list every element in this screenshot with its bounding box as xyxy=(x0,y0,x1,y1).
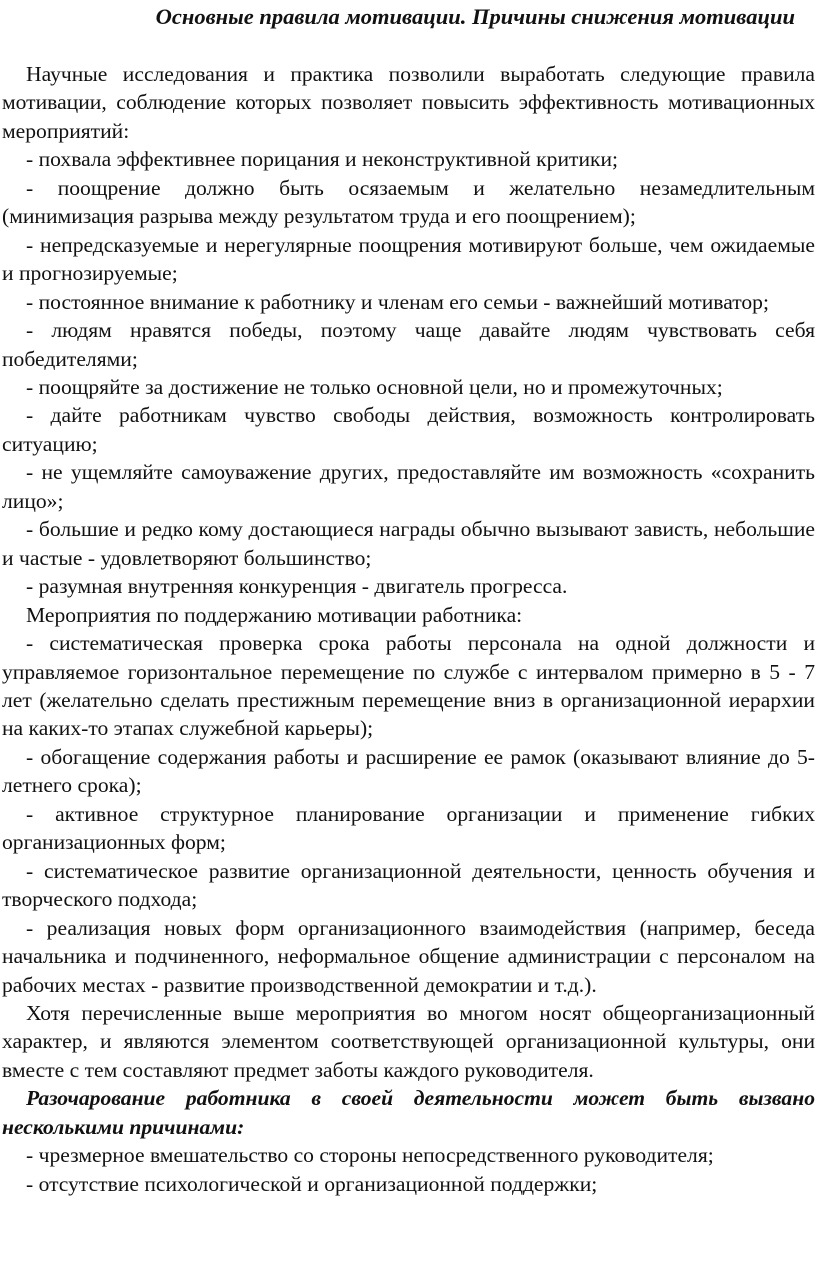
rule-intermediate-goals: - поощряйте за достижение не только основной цели, но и промежуточных; xyxy=(26,374,723,399)
rule-freedom-of-action: - дайте работникам чувство свободы действия, возможность контролировать ситуацию; xyxy=(2,403,815,456)
measure-organizational-development: - систематическое развитие организационной деятельности, ценность обучения и творческого подхода; xyxy=(2,858,815,912)
rule-praise: - похвала эффективнее порицания и неконструктивной критики; xyxy=(26,147,619,172)
measures-heading: Мероприятия по поддержанию мотивации работника: xyxy=(26,602,523,627)
summary-paragraph: Хотя перечисленные выше мероприятия во многом носят общеорганизационный характер, и являются элементом соответствующей организационной культуры, они вместе с тем составляют предмет заботы каждого руководителя. xyxy=(2,1000,815,1082)
rule-small-frequent-rewards: - большие и редко кому достающиеся награды обычно вызывают зависть, небольшие и частые - удовлетворяют большинство; xyxy=(2,517,815,570)
measure-job-enrichment: - обогащение содержания работы и расширение ее рамок (оказывают влияние до 5-летнего срока); xyxy=(2,744,815,798)
cause-lack-of-support: - отсутствие психологической и организационной поддержки; xyxy=(26,1171,598,1196)
rule-tangible-reward: - поощрение должно быть осязаемым и желательно незамедлительным (минимизация разрыва между результатом труда и его поощрением); xyxy=(2,175,815,229)
measure-new-interaction-forms: - реализация новых форм организационного взаимодействия (например, беседа начальника и подчиненного, неформальное общение администрации с персоналом на рабочих местах - развитие производственной демократии и т.д.). xyxy=(2,915,815,997)
document-title: Основные правила мотивации. Причины снижения мотивации xyxy=(155,4,795,29)
rule-competition: - разумная внутренняя конкуренция - двигатель прогресса. xyxy=(26,574,568,599)
measure-structural-planning: - активное структурное планирование организации и применение гибких организационных форм; xyxy=(2,801,815,855)
cause-interference: - чрезмерное вмешательство со стороны непосредственного руководителя; xyxy=(26,1143,714,1168)
intro-paragraph: Научные исследования и практика позволили выработать следующие правила мотивации, соблюдение которых позволяет повысить эффективность мотивационных мероприятий: xyxy=(2,62,815,143)
rule-attention-to-family: - постоянное внимание к работнику и членам его семьи - важнейший мотиватор; xyxy=(26,289,769,314)
document-body xyxy=(2,60,815,1198)
measure-rotation: - систематическая проверка срока работы персонала на одной должности и управляемое горизонтальное перемещение по службе с интервалом примерно в 5 - 7 лет (желательно сделать престижным перемещение вниз в организационной иерархии на каких-то этапах служебной карьеры); xyxy=(2,631,815,741)
rule-unpredictable-rewards: - непредсказуемые и нерегулярные поощрения мотивируют больше, чем ожидаемые и прогнозируемые; xyxy=(2,232,815,286)
rule-victories: - людям нравятся победы, поэтому чаще давайте людям чувствовать себя победителями; xyxy=(2,318,815,371)
rule-self-esteem: - не ущемляйте самоуважение других, предоставляйте им возможность «сохранить лицо»; xyxy=(2,460,815,513)
disappointment-heading: Разочарование работника в своей деятельности может быть вызвано несколькими причинами: xyxy=(2,1086,815,1139)
